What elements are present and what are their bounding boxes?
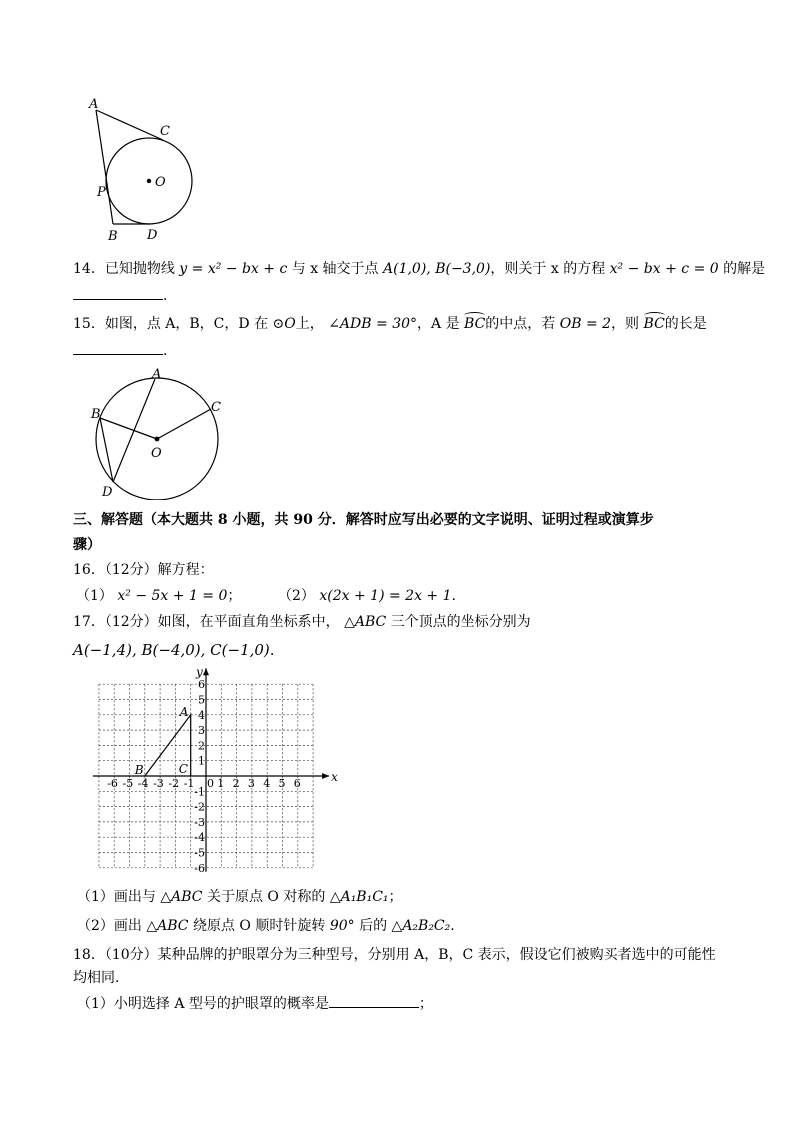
q14-end: . — [163, 288, 168, 304]
q17-p1-end: ； — [388, 889, 403, 905]
x-tick-label: -3 — [153, 777, 164, 790]
q16-p2-label: （2） — [278, 588, 315, 604]
x-axis-arrow — [322, 773, 329, 779]
q17-coords — [73, 640, 275, 660]
x-tick-label: 3 — [247, 777, 255, 790]
segment-ob — [100, 418, 157, 439]
x-tick-label: -6 — [107, 777, 118, 790]
figure-tangent-circle — [80, 95, 210, 250]
y-tick-label: 3 — [198, 724, 205, 738]
question-14 — [73, 259, 765, 279]
q18-p1-end: ； — [418, 996, 433, 1012]
label-c2: C — [211, 400, 221, 415]
q17-coords-end: . — [269, 641, 275, 659]
q14-number: 14． — [73, 261, 105, 277]
y-tick-label: -5 — [194, 846, 205, 860]
q15-text1: 如图，点 A，B，C，D 在 — [104, 316, 269, 332]
q17-part1 — [77, 887, 403, 907]
x-tick-label: -1 — [183, 777, 195, 790]
q15-end: . — [163, 343, 168, 359]
x-tick-label: -4 — [137, 777, 149, 790]
label-o: O — [155, 175, 166, 190]
q18-line1: 18．（10分）某种品牌的护眼罩分为三种型号，分别用 A，B，C 表示，假设它们被购买者选中的可能性 — [73, 947, 716, 963]
q16-p1-equation: x² − 5x + 1 = 0 — [117, 588, 228, 604]
y-tick-label: 4 — [198, 708, 205, 722]
q17-intro — [73, 612, 531, 632]
coordinate-grid — [75, 668, 345, 876]
q17-triangle: △ABC — [344, 614, 387, 630]
q17-p2-degree: 90° — [329, 918, 355, 934]
y-tick-label: 6 — [198, 678, 205, 692]
label-o2: O — [151, 446, 162, 461]
q16-part2 — [278, 586, 456, 606]
q17-text1: 17．（12分）如图，在平面直角坐标系中， — [73, 614, 340, 630]
q15-ob: OB = 2 — [559, 316, 612, 332]
q17-p2-end: . — [450, 918, 455, 934]
q17-coordinates: A(−1,4), B(−4,0), C(−1,0) — [73, 641, 270, 659]
q17-text2: 三个顶点的坐标分别为 — [390, 614, 531, 630]
q16-header: 16．（12分）解方程： — [73, 562, 214, 578]
center-dot — [147, 179, 151, 183]
q14-parabola: y = x² − bx + c — [179, 261, 288, 277]
x-tick-label: -5 — [122, 777, 134, 790]
x-tick-label: -2 — [168, 777, 180, 790]
y-tick-label: -2 — [194, 800, 205, 814]
q17-p1-text: （1）画出与 — [77, 889, 156, 905]
origin-label: 0 — [207, 777, 214, 790]
q18-line2: 均相同. — [73, 970, 120, 986]
section-3-heading-cont: 骤） — [73, 537, 101, 553]
q15-answer-blank[interactable] — [73, 340, 163, 355]
y-tick-label: 1 — [198, 754, 205, 768]
q15-answer-line — [73, 340, 167, 361]
q18-p1-text: （1）小明选择 A 型号的护眼罩的概率是 — [77, 996, 329, 1012]
q14-text2: 与 x 轴交于点 — [291, 261, 379, 277]
point-label-c: C — [178, 762, 188, 776]
label-b: B — [108, 229, 118, 244]
q15-text5: ，则 — [611, 316, 640, 332]
q17-p1-triangle2: △A₁B₁C₁ — [329, 889, 389, 905]
question-15 — [73, 314, 707, 334]
q14-points: A(1,0), B(−3,0) — [383, 261, 491, 277]
section-3-heading: 三、解答题（本大题共 8 小题，共 90 分．解答时应写出必要的文字说明、证明过程或演算步 — [73, 512, 654, 528]
q14-text3: ，则关于 x 的方程 — [490, 261, 606, 277]
point-label-b: B — [134, 763, 144, 777]
segment-ad — [113, 379, 155, 482]
q16-p2-equation: x(2x + 1) = 2x + 1 — [319, 588, 452, 604]
q17-p2-triangle2: △A₂B₂C₂ — [391, 918, 451, 934]
q16-p1-label: （1） — [76, 588, 113, 604]
q15-text2: 上， — [295, 316, 324, 332]
y-tick-label: -4 — [194, 831, 205, 845]
center-dot-2 — [155, 437, 160, 442]
figure-inscribed-angle — [85, 365, 230, 500]
q14-text1: 已知抛物线 — [104, 261, 175, 277]
label-d: D — [147, 228, 158, 243]
q14-text4: 的解是 — [723, 261, 766, 277]
label-a: A — [89, 97, 99, 112]
y-tick-label: -3 — [194, 815, 205, 829]
x-tick-label: 6 — [293, 777, 301, 790]
q14-equation: x² − bx + c = 0 — [609, 261, 719, 277]
q18-answer-blank[interactable] — [329, 993, 419, 1008]
segment-ac — [96, 110, 163, 140]
x-axis-label: x — [331, 770, 338, 784]
segment-oc — [157, 409, 211, 439]
q15-arc-bc-2: BC — [644, 316, 665, 332]
segment-ab — [96, 110, 113, 224]
label-b2: B — [91, 407, 101, 422]
q16-p2-end: . — [451, 588, 456, 604]
x-tick-label: 5 — [278, 777, 286, 790]
q17-p1-triangle: △ABC — [160, 889, 203, 905]
q15-angle: ∠ADB = 30° — [328, 316, 418, 332]
q16-part1 — [76, 586, 241, 606]
q15-text3: ，A 是 — [417, 316, 460, 332]
q17-p2-triangle: △ABC — [146, 918, 189, 934]
q15-arc-bc-1: BC — [464, 316, 485, 332]
x-tick-label: 1 — [217, 777, 225, 790]
q17-p2-text: （2）画出 — [77, 918, 142, 934]
q15-text6: 的长是 — [664, 316, 707, 332]
q17-p2-text3: 后的 — [359, 918, 388, 934]
q18-part1 — [77, 993, 433, 1014]
y-tick-label: -6 — [194, 861, 205, 875]
q15-number: 15． — [73, 316, 105, 332]
q17-part2 — [77, 916, 455, 936]
point-label-a: A — [179, 704, 189, 719]
q14-answer-line — [73, 285, 167, 306]
label-a2: A — [152, 367, 162, 382]
q15-circle: ⊙O — [272, 316, 296, 332]
y-axis-label: y — [196, 668, 203, 680]
y-tick-label: 5 — [198, 693, 205, 707]
y-tick-label: 2 — [198, 739, 205, 753]
label-d2: D — [102, 485, 113, 500]
q14-answer-blank[interactable] — [73, 285, 163, 300]
x-tick-label: 4 — [263, 777, 271, 790]
q16-p1-end: ； — [227, 588, 242, 604]
q17-p1-text2: 关于原点 O 对称的 — [206, 889, 326, 905]
y-tick-label: -1 — [194, 785, 205, 799]
q15-text4: 的中点，若 — [485, 316, 556, 332]
label-c: C — [160, 124, 170, 139]
y-axis-arrow — [203, 668, 209, 675]
label-p: P — [97, 185, 106, 200]
q17-p2-text2: 绕原点 O 顺时针旋转 — [192, 918, 326, 934]
x-tick-label: 2 — [232, 777, 240, 790]
